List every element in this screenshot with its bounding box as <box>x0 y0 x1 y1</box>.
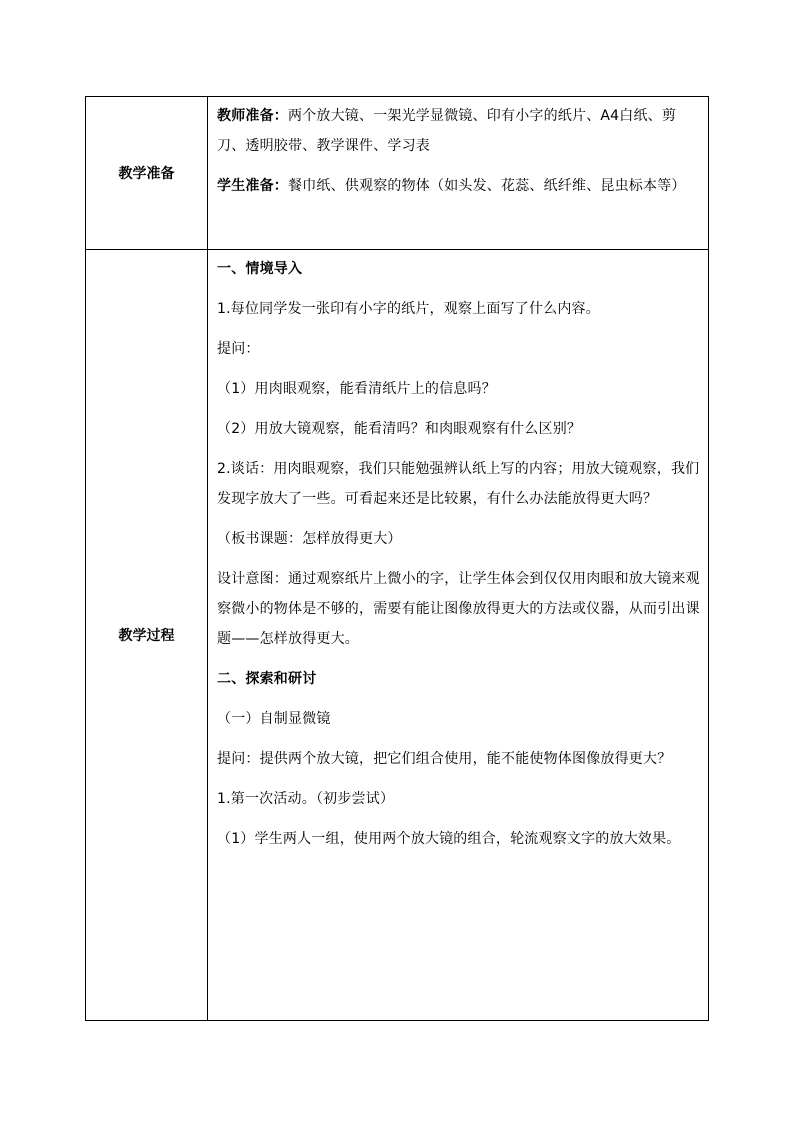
paragraph: 提问： <box>217 341 260 357</box>
teacher-prep-text: 两个放大镜、一架光学显微镜、印有小字的纸片、A4白纸、剪刀、透明胶带、教学课件、学习表 <box>217 108 677 154</box>
lesson-plan-table <box>85 96 709 1021</box>
paragraph: 提问：提供两个放大镜，把它们组合使用，能不能使物体图像放得更大？ <box>217 751 672 767</box>
process-row <box>86 250 709 1021</box>
process-content <box>208 250 709 1021</box>
prep-label: 教学准备 <box>86 97 208 250</box>
section-heading-explore: 二、探索和研讨 <box>217 671 317 687</box>
paragraph: （2）用放大镜观察，能看清吗？和肉眼观察有什么区别？ <box>217 421 582 437</box>
paragraph: 1.第一次活动。（初步尝试） <box>217 791 395 807</box>
section-heading-intro: 一、情境导入 <box>217 261 303 277</box>
paragraph: 1.每位同学发一张印有小字的纸片，观察上面写了什么内容。 <box>217 301 600 317</box>
paragraph: （板书课题：怎样放得更大） <box>217 531 402 547</box>
paragraph: （1）用肉眼观察，能看清纸片上的信息吗？ <box>217 381 496 397</box>
paragraph: 设计意图：通过观察纸片上微小的字，让学生体会到仅仅用肉眼和放大镜来观察微小的物体是不够的，需要有能让图像放得更大的方法或仪器，从而引出课题——怎样放得更大。 <box>217 571 700 647</box>
student-prep-heading: 学生准备： <box>217 178 288 194</box>
prep-row <box>86 97 709 250</box>
process-label: 教学过程 <box>86 250 208 1021</box>
prep-content <box>208 97 709 250</box>
student-prep-text: 餐巾纸、供观察的物体（如头发、花蕊、纸纤维、昆虫标本等） <box>288 178 686 194</box>
student-prep <box>217 171 701 201</box>
paragraph: （一）自制显微镜 <box>217 711 331 727</box>
teacher-prep-heading: 教师准备： <box>217 108 288 124</box>
paragraph: （1）学生两人一组，使用两个放大镜的组合，轮流观察文字的放大效果。 <box>217 831 681 847</box>
paragraph: 2.谈话：用肉眼观察，我们只能勉强辨认纸上写的内容；用放大镜观察，我们发现字放大了一些。可看起来还是比较累，有什么办法能放得更大吗？ <box>217 461 700 507</box>
teacher-prep <box>217 101 701 161</box>
